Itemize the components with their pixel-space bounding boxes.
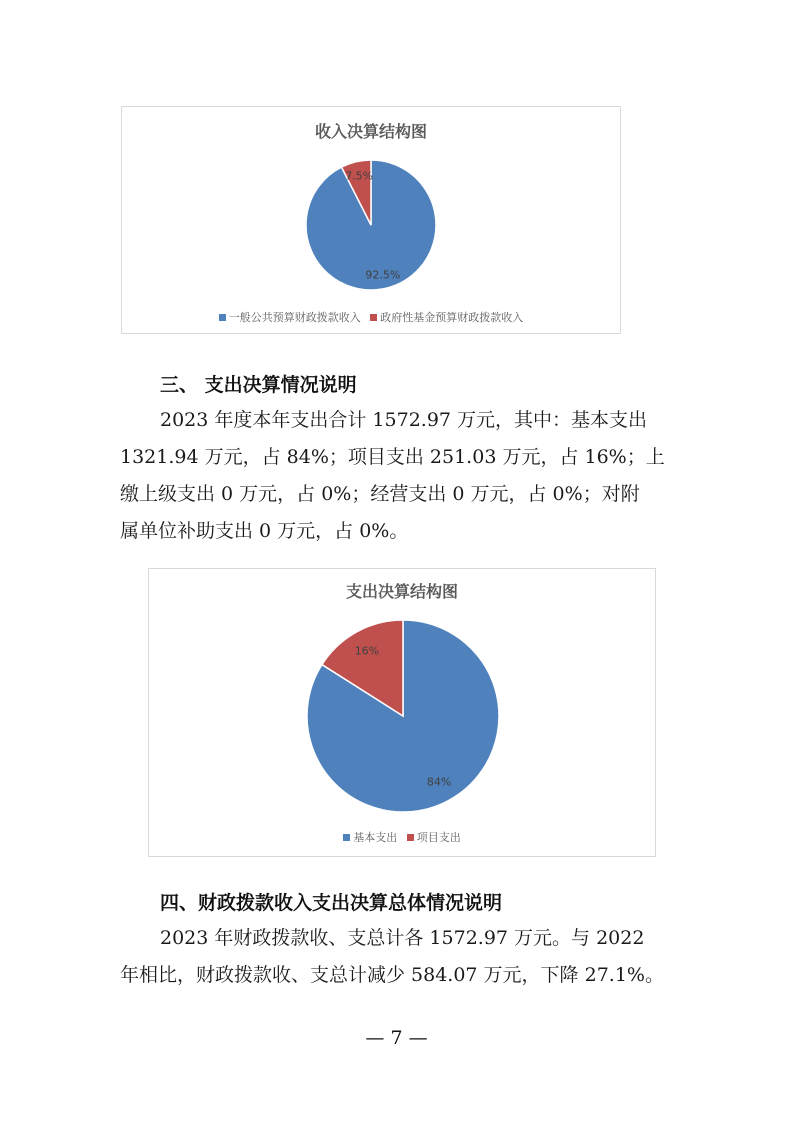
legend-swatch-red	[407, 834, 414, 841]
legend-swatch-blue	[343, 834, 350, 841]
income-pie-svg	[122, 107, 622, 335]
expenditure-chart-title: 支出决算结构图	[345, 582, 458, 601]
legend-item-fund-budget	[370, 311, 523, 324]
legend-swatch-red	[370, 314, 377, 321]
paragraph-line: 缴上级支出 0 万元，占 0%；经营支出 0 万元，占 0%；对附	[120, 483, 640, 505]
paragraph-line: 2023 年度本年支出合计 1572.97 万元，其中：基本支出	[160, 409, 648, 431]
paragraph-line: 2023 年财政拨款收、支总计各 1572.97 万元。与 2022	[160, 927, 645, 949]
legend-label: 一般公共预算财政拨款收入	[228, 311, 361, 324]
section3-heading: 三、 支出决算情况说明	[160, 374, 357, 396]
expenditure-data-label-1: 84%	[426, 775, 452, 789]
section4-paragraph	[120, 920, 680, 994]
expenditure-chart-legend	[149, 829, 655, 845]
income-data-label-1: 92.5%	[365, 268, 401, 282]
legend-swatch-blue	[219, 314, 226, 321]
income-chart	[121, 106, 621, 334]
income-chart-title: 收入决算结构图	[314, 122, 427, 141]
legend-label: 项目支出	[416, 831, 461, 844]
income-chart-legend	[122, 309, 620, 325]
paragraph-line: 属单位补助支出 0 万元，占 0%。	[120, 520, 409, 542]
income-data-label-2: 7.5%	[345, 169, 374, 183]
legend-label: 基本支出	[353, 831, 398, 844]
page-number: — 7 —	[365, 1027, 428, 1049]
expenditure-data-label-2: 16%	[354, 644, 380, 658]
legend-item-basic	[343, 831, 397, 844]
section4-heading: 四、财政拨款收入支出决算总体情况说明	[160, 892, 503, 914]
section3-paragraph	[120, 402, 680, 550]
legend-item-project	[407, 831, 461, 844]
expenditure-chart	[148, 568, 656, 857]
expenditure-pie-svg	[149, 569, 657, 858]
legend-label: 政府性基金预算财政拨款收入	[380, 311, 524, 324]
paragraph-line: 1321.94 万元，占 84%；项目支出 251.03 万元，占 16%；上	[120, 446, 665, 468]
legend-item-general-budget	[219, 311, 361, 324]
paragraph-line: 年相比，财政拨款收、支总计减少 584.07 万元，下降 27.1%。	[120, 964, 664, 986]
